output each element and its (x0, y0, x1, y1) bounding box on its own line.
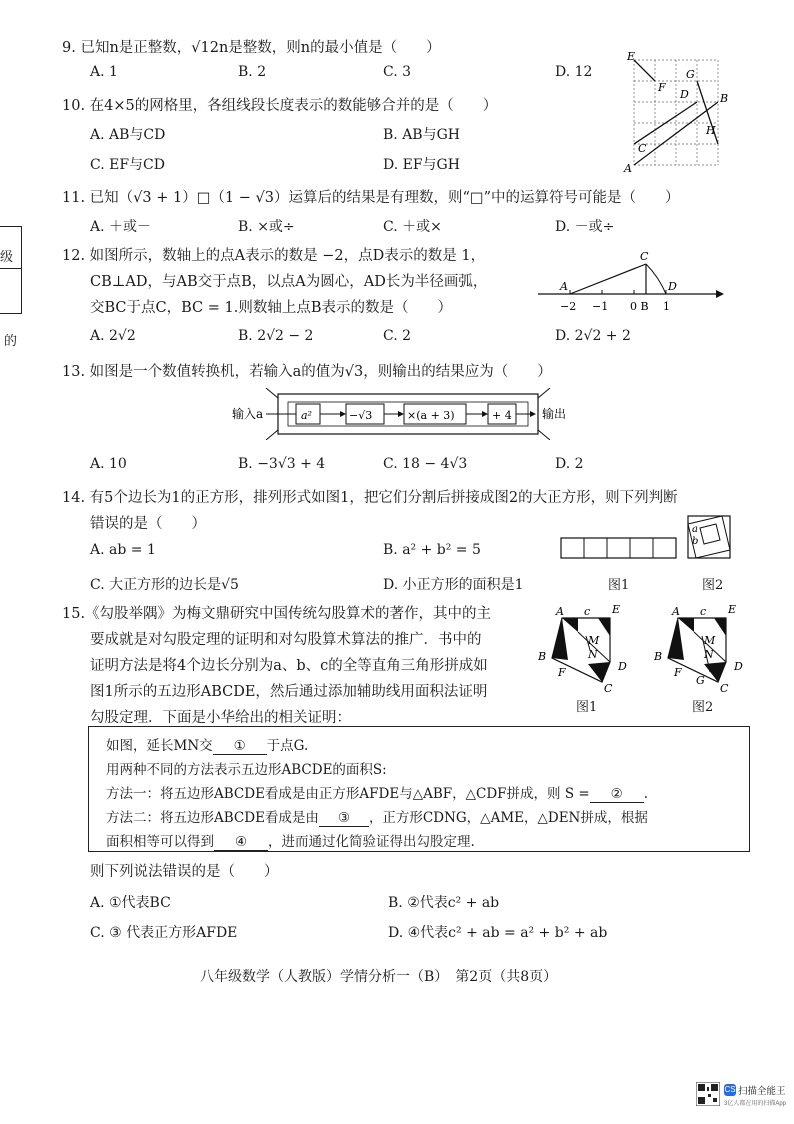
q15-line3: 证明方法是将4个边长分别为a、b、c的全等直角三角形拼成如 (90, 658, 488, 674)
q10-label-f: F (658, 81, 666, 94)
q14-figure1 (560, 536, 678, 560)
q10-label-c: C (638, 142, 647, 155)
q13-fig-step-times: ×(a + 3) (407, 409, 455, 422)
scanner-name: 扫描全能王 (738, 1086, 786, 1097)
q12-tick-m1: −1 (592, 300, 609, 313)
q15-line1: 15.《勾股举隅》为梅文鼎研究中国传统勾股算术的著作，其中的主 (62, 606, 492, 622)
margin-cut-box (0, 226, 22, 314)
q9-opt-d: D. 12 (555, 64, 593, 80)
q10-label-a: A (624, 162, 632, 172)
q15-ask: 则下列说法错误的是（ ） (90, 864, 279, 880)
q12-line3: 交BC于点C，BC = 1.则数轴上点B表示的数是（ ） (90, 300, 452, 316)
q14-opt-c: C. 大正方形的边长是√5 (90, 577, 239, 593)
blank-1: ① (213, 738, 267, 755)
q12-number-line-figure (530, 248, 730, 314)
q15-f2-label-a: A (672, 605, 680, 618)
q15-opt-b: B. ②代表c² + ab (388, 895, 500, 911)
margin-text-a: 级 (0, 250, 14, 265)
q12-tick-m2: −2 (560, 300, 577, 313)
q15-f1-label-n: N (588, 648, 598, 661)
q15-figure1 (538, 602, 634, 694)
q15-opt-a: A. ①代表BC (90, 895, 171, 911)
q15-f2-label-d: D (734, 660, 743, 673)
q13-fig-step-minus: −√3 (349, 409, 373, 422)
q12-tick-0b: 0 B (630, 300, 649, 313)
q9-opt-a: A. 1 (90, 64, 118, 80)
q15-line2: 要成就是对勾股定理的证明和对勾股算术算法的推广．书中的 (90, 632, 482, 648)
margin-cut-divider (0, 268, 22, 269)
q14-fig2-label-b: b (692, 536, 699, 547)
q15-f1-label-e: E (612, 603, 621, 616)
q15-f2-label-b: B (654, 650, 663, 663)
q15-line5: 勾股定理．下面是小华给出的相关证明： (90, 710, 351, 726)
q14-figure2 (684, 510, 734, 566)
blank-4: ④ (214, 834, 268, 851)
q10-opt-a: A. AB与CD (90, 127, 166, 143)
q13-fig-output: 输出 (542, 407, 567, 421)
q15-f2-label-c: c (700, 605, 707, 618)
q15-f1-label-f: F (558, 666, 566, 679)
q10-stem: 10. 在4×5的网格里，各组线段长度表示的数能够合并的是（ ） (62, 98, 498, 114)
q15-box-line4: 方法二：将五边形ABCDE看成是由 ③ ，正方形CDNG，△AME，△DEN拼成，根据 (106, 810, 648, 826)
q9-opt-b: B. 2 (238, 64, 267, 80)
q13-opt-b: B. −3√3 + 4 (238, 456, 326, 472)
q15-fig1-caption: 图1 (576, 700, 598, 715)
q12-line1: 12. 如图所示，数轴上的点A表示的数是 −2，点D表示的数是 1， (62, 248, 486, 264)
q14-fig2-caption: 图2 (702, 578, 724, 593)
q15-f2-label-e: E (728, 603, 737, 616)
q10-label-h: H (706, 124, 716, 137)
q14-stem: 14. 有5个边长为1的正方形，排列形式如图1，把它们分割后拼接成图2的大正方形，则下列判断 (62, 490, 678, 506)
q12-fig-label-d: D (668, 280, 677, 293)
q10-opt-d: D. EF与GH (383, 157, 460, 173)
q15-f2-label-n: N (704, 648, 714, 661)
q10-opt-c: C. EF与CD (90, 157, 165, 173)
q13-fig-step-square: a² (301, 409, 312, 422)
q15-opt-c: C. ③ 代表正方形AFDE (90, 925, 238, 941)
q14-opt-a: A. ab = 1 (90, 542, 156, 558)
q12-tick-1: 1 (663, 300, 670, 313)
q10-grid-figure (622, 48, 730, 172)
q13-opt-c: C. 18 − 4√3 (383, 456, 468, 472)
q15-f1-label-m: M (588, 634, 600, 647)
q14-stem-2: 错误的是（ ） (90, 516, 206, 532)
q15-f2-label-m: M (704, 634, 716, 647)
q11-opt-b: B. ×或÷ (238, 219, 295, 235)
q13-opt-a: A. 10 (90, 456, 127, 472)
q13-opt-d: D. 2 (555, 456, 584, 472)
q11-opt-c: C. ＋或× (383, 219, 442, 235)
q15-f2-label-g: G (696, 674, 705, 687)
q11-stem: 11. 已知（√3 + 1）□（1 − √3）运算后的结果是有理数，则“□”中的运算符号可能是（ ） (62, 190, 680, 206)
q11-opt-d: D. －或÷ (555, 219, 615, 235)
q15-opt-d: D. ④代表c² + ab = a² + b² + ab (388, 925, 608, 941)
q9-stem: 9. 已知n是正整数，√12n是整数，则n的最小值是（ ） (62, 40, 441, 56)
q15-box-line5: 面积相等可以得到 ④ ，进而通过化简验证得出勾股定理. (106, 834, 475, 850)
q15-f2-label-f: F (674, 666, 682, 679)
scanner-logo-icon: CS (724, 1085, 736, 1094)
q12-fig-label-c: C (640, 250, 649, 263)
q13-fig-input: 输入a (232, 407, 264, 421)
page-footer: 八年级数学（人教版）学情分析一（B） 第2页（共8页） (200, 969, 558, 985)
scanner-sub: 3亿人都在用的扫描App (724, 1101, 787, 1107)
margin-text-b: 的 (4, 334, 18, 349)
q15-line4: 图1所示的五边形ABCDE，然后通过添加辅助线用面积法证明 (90, 684, 488, 700)
q15-f2-label-c-point: C (720, 682, 729, 694)
q15-f1-label-a: A (556, 605, 564, 618)
q15-f1-label-d: D (618, 660, 627, 673)
q12-opt-a: A. 2√2 (90, 328, 136, 344)
q9-opt-c: C. 3 (383, 64, 412, 80)
q14-opt-b: B. a² + b² = 5 (383, 542, 481, 558)
q12-line2: CB⊥AD，与AB交于点B，以点A为圆心，AD长为半径画弧， (90, 274, 488, 290)
q13-stem: 13. 如图是一个数值转换机，若输入a的值为√3，则输出的结果应为（ ） (62, 364, 552, 380)
q10-label-d: D (680, 88, 689, 101)
q15-box-line3: 方法一：将五边形ABCDE看成是由正方形AFDE与△ABF，△CDF拼成，则 S = ② . (106, 786, 648, 802)
blank-2: ② (590, 786, 644, 803)
q11-opt-a: A. ＋或－ (90, 219, 152, 235)
q10-label-b: B (720, 92, 729, 105)
q15-f1-label-c: c (584, 605, 591, 618)
q15-box-line1: 如图，延长MN交 ① 于点G. (106, 738, 309, 754)
q14-fig1-caption: 图1 (608, 578, 630, 593)
blank-3: ③ (319, 810, 369, 827)
q15-f1-label-c-point: C (604, 682, 613, 694)
q14-fig2-label-a: a (692, 524, 698, 535)
q12-opt-c: C. 2 (383, 328, 412, 344)
q10-label-g: G (686, 68, 695, 81)
q12-opt-d: D. 2√2 + 2 (555, 328, 631, 344)
q12-opt-b: B. 2√2 − 2 (238, 328, 314, 344)
q15-fig2-caption: 图2 (692, 700, 714, 715)
q13-fig-step-plus: + 4 (492, 409, 512, 422)
q15-f1-label-b: B (538, 650, 547, 663)
q15-box-line2: 用两种不同的方法表示五边形ABCDE的面积S: (106, 762, 387, 778)
q14-opt-d: D. 小正方形的面积是1 (383, 577, 524, 593)
q10-opt-b: B. AB与GH (383, 127, 460, 143)
qr-code-icon (696, 1082, 720, 1106)
q12-fig-label-a: A (560, 280, 568, 293)
q13-converter-figure (230, 388, 580, 440)
q15-figure2 (654, 602, 750, 694)
q10-label-e: E (627, 50, 636, 63)
